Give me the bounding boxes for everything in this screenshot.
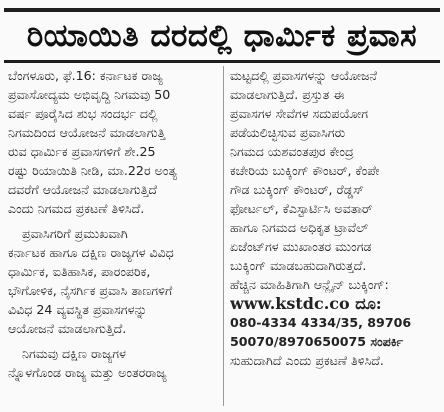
paragraph-tours [8, 224, 218, 338]
left-column [8, 66, 218, 408]
headline: ರಿಯಾಯಿತಿ ದರದಲ್ಲಿ ಧಾರ್ಮಿಕ ಪ್ರವಾಸ [26, 18, 418, 54]
right-column [230, 66, 438, 408]
text-line: ನ್ನೊಳಗೊಂಡ ರಾಜ್ಯ ಮತ್ತು ಅಂತರರಾಜ್ಯ [8, 365, 167, 380]
text-line: ಧಾರ್ಮಿಕ, ಐತಿಹಾಸಿಕ, ಪಾರಂಪರಿಕ, [8, 264, 151, 279]
text-line: ರಷ್ಟು ರಿಯಾಯಿತಿ ನೀಡಿ, ಮಾ.22ರ ಅಂತ್ಯ [8, 163, 177, 178]
text-line: ಬುಕ್ಕಿಂಗ್ ಮಾಡಬಹುದಾಗಿರುತ್ತದೆ. [230, 258, 367, 273]
column-divider [223, 66, 224, 406]
text-line: ಕಚೇರಿಯ ಬುಕ್ಕಿಂಗ್ ಕೌಂಟರ್, ಕೆಂಪೇ [230, 163, 380, 178]
paragraph-intro [8, 66, 218, 218]
text-line: ಎಂದು ನಿಗಮದ ಪ್ರಕಟಣೆ ತಿಳಿಸಿದೆ. [8, 201, 145, 216]
text-line: ಪ್ರವಾಸಿಗರಿಗೆ ಪ್ರಮುಖವಾಗಿ [22, 226, 128, 241]
text-line: ಕರ್ನಾಟಕ ಹಾಗೂ ದಕ್ಷಿಣ ರಾಜ್ಯಗಳ ವಿವಿಧ [8, 245, 174, 260]
text-line: ಏಜೆಂಟ್‌ಗಳ ಮುಖಾಂತರ ಮುಂಗಡ [230, 239, 372, 254]
text-line: ಭೌಗೋಳಿಕ, ನೈಸರ್ಗಿಕ ಪ್ರವಾಸಿ ತಾಣಗಳಿಗೆ [8, 283, 173, 298]
headline-top-rule [4, 8, 440, 12]
paragraph-corporation [8, 344, 218, 382]
paragraph-booking [230, 66, 438, 370]
text-line: ಗೌಡ ಬುಕ್ಕಿಂಗ್ ಕೌಂಟರ್, ರೆಡ್ಡಸ್ [230, 182, 364, 197]
text-line: ಪಡೆಯಲಿಚ್ಛಿಸುವ ಪ್ರವಾಸಿಗರು [230, 125, 346, 140]
phone-line: 080-4334 4334/35, 89706 [230, 315, 412, 330]
text-line: ರುವ ಧಾರ್ಮಿಕ ಪ್ರವಾಸಗಳಿಗೆ ಶೇ.25 [8, 144, 156, 159]
text-line: ಆಯೋಜನೆ ಮಾಡಲಾಗುತ್ತಿದೆ. [8, 321, 127, 336]
text-line: ಪ್ರವಾಸಗಳ ಸೇವೆಗಳ ಸದುಪಯೋಗ [230, 106, 369, 121]
website-line: www.kstdc.co ದೂ: [230, 294, 382, 313]
text-line: ಮಟ್ಟದಲ್ಲಿ ಪ್ರವಾಸಗಳನ್ನು ಆಯೋಜನೆ [230, 68, 378, 83]
text-line: ವಿವಿಧ 24 ವ್ಯವಸ್ಥಿತ ಪ್ರವಾಸಗಳನ್ನು [8, 302, 148, 317]
text-line: ಹಾಗೂ ನಿಗಮದ ಅಧಿಕೃತ ಟ್ರಾವೆಲ್ [230, 220, 369, 235]
text-line: ಪ್ರವಾಸೋದ್ಯಮ ಅಭಿವೃದ್ಧಿ ನಿಗಮವು 50 [8, 87, 171, 102]
text-line: ಮಾಡಲಾಗುತ್ತಿದೆ. ಪ್ರಸ್ತುತ ಈ [230, 87, 345, 102]
phone-line: 50070/8970650075 ಸಂಪರ್ಕಿ [230, 334, 404, 349]
headline-bottom-rule [4, 60, 440, 63]
text-line: ನಿಗಮದ ಯಶವಂತಪುರ ಕೇಂದ್ರ [230, 144, 354, 159]
text-line: ದವರೆಗೆ ಆಯೋಜನೆ ಮಾಡಲಾಗುತ್ತಿದೆ [8, 182, 158, 197]
text-line: ಹೆಚ್ಚಿನ ಮಾಹಿತಿಗಾಗಿ ಆನ್ಲೈನ್ ಬುಕ್ಕಿಂಗ್: [230, 277, 389, 292]
text-line: ನಿಗಮದಿಂದ ಆಯೋಜನೆ ಮಾಡಲಾಗುತ್ತಿ [8, 125, 166, 140]
text-line: ನಿಗಮವು ದಕ್ಷಿಣ ರಾಜ್ಯಗಳ [22, 346, 126, 361]
text-line: ಸುಹುದಾಗಿದೆ ಎಂದು ಪ್ರಕಟಣೆ ತಿಳಿಸಿದೆ. [230, 353, 384, 368]
text-line: ಫೋರ್ಟಲ್, ಕೆಎಸ್ಟಾರ್ಟಿಸಿ ಅವತಾರ್ [230, 201, 373, 216]
text-line: ವರ್ಷ ಪೂರೈಸಿದ ಶುಭ ಸಂದರ್ಭ ದಲ್ಲಿ [8, 106, 158, 121]
text-line: ಬೆಂಗಳೂರು, ಫೆ.16: ಕರ್ನಾಟಕ ರಾಜ್ಯ [8, 68, 163, 83]
